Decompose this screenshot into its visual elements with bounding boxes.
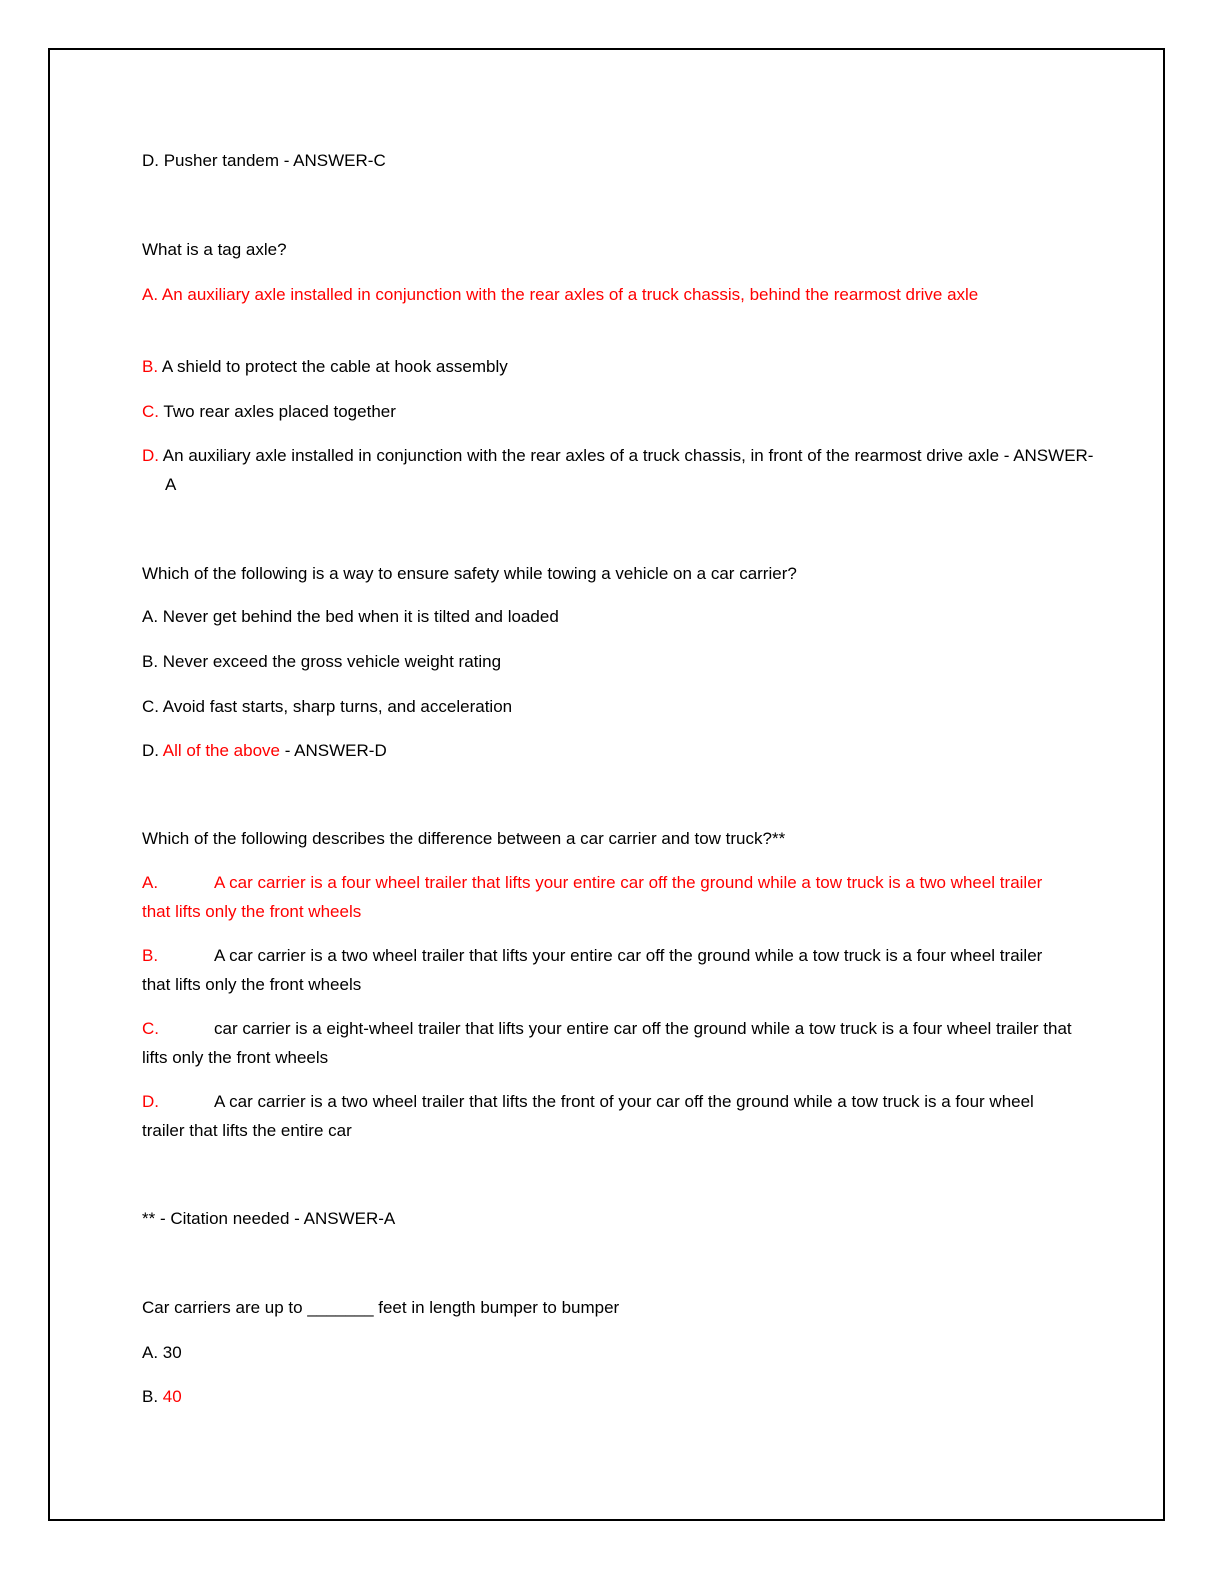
option-b [142, 1382, 1072, 1411]
option-d [142, 1087, 1072, 1145]
option-b [142, 941, 1072, 999]
option-label: A. [142, 285, 159, 304]
option-c: C. Avoid fast starts, sharp turns, and acceleration [142, 697, 513, 716]
option-label: D. [142, 741, 159, 760]
option-text: A car carrier is a two wheel trailer that lifts the front of your car off the ground while a tow truck is a four wheel trailer that lifts the entire car [142, 1092, 1034, 1140]
option-label: C. [142, 402, 159, 421]
question-car-carrier-vs-tow-truck: Which of the following describes the difference between a car carrier and tow truck?** [142, 829, 786, 848]
option-d [142, 736, 1072, 765]
option-a [142, 868, 1072, 926]
option-a: A. Never get behind the bed when it is tilted and loaded [142, 607, 559, 626]
option-label: C. [142, 1019, 159, 1038]
answer-line-pusher-tandem: D. Pusher tandem - ANSWER-C [142, 151, 386, 170]
answer-text: - ANSWER-D [280, 741, 387, 760]
option-label: B. [142, 946, 159, 965]
option-label: D. [142, 446, 159, 465]
question-tag-axle: What is a tag axle? [142, 240, 287, 259]
question-car-carrier-length: Car carriers are up to _______ feet in length bumper to bumper [142, 1298, 620, 1317]
option-label: B. [142, 357, 159, 376]
option-text: An auxiliary axle installed in conjunction with the rear axles of a truck chassis, in front of the rearmost drive axle - ANSWER-A [162, 446, 1094, 494]
option-text: An auxiliary axle installed in conjunction with the rear axles of a truck chassis, behind the rearmost drive axle [161, 285, 979, 304]
citation-answer: ** - Citation needed - ANSWER-A [142, 1209, 396, 1228]
option-c [142, 397, 1095, 426]
option-text: 40 [162, 1387, 182, 1406]
option-label: B. [142, 1387, 159, 1406]
option-d [142, 441, 1095, 499]
option-label: A. [142, 873, 159, 892]
option-text: A car carrier is a four wheel trailer that lifts your entire car off the ground while a tow truck is a two wheel trailer that lifts only the front wheels [142, 873, 1043, 921]
option-text: A shield to protect the cable at hook assembly [161, 357, 508, 376]
option-a [142, 280, 1095, 309]
option-text: car carrier is a eight-wheel trailer that lifts your entire car off the ground while a tow truck is a four wheel trailer that lifts only the front wheels [142, 1019, 1072, 1067]
option-text: All of the above [162, 741, 280, 760]
option-b [142, 352, 1095, 381]
option-label: D. [142, 1092, 159, 1111]
option-text: Two rear axles placed together [163, 402, 396, 421]
option-c [142, 1014, 1072, 1072]
option-b: B. Never exceed the gross vehicle weight rating [142, 652, 502, 671]
option-text: A car carrier is a two wheel trailer that lifts your entire car off the ground while a tow truck is a four wheel trailer that lifts only the front wheels [142, 946, 1043, 994]
question-safety: Which of the following is a way to ensure safety while towing a vehicle on a car carrier? [142, 564, 797, 583]
option-a: A. 30 [142, 1343, 182, 1362]
